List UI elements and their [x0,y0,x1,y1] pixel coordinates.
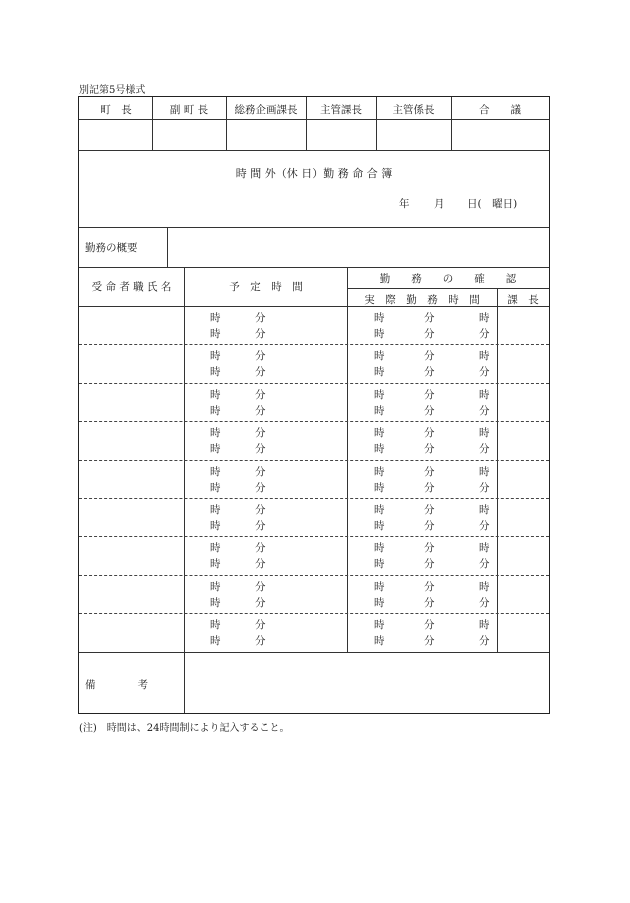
actual-start-hour-unit: 時 [374,427,385,440]
column-header-confirmation: 勤 務 の 確 認 [379,273,517,285]
form-frame [78,96,550,714]
actual-end-hour-unit: 時 [374,443,385,456]
scheduled-start-hour-unit: 時 [210,427,221,440]
date-month: 月 [434,198,445,210]
scheduled-end-hour-unit: 時 [210,443,221,456]
actual-total-minute-unit: 分 [479,328,490,340]
column-header-actual: 実 際 勤 務 時 間 [364,294,480,306]
scheduled-end-hour-unit: 時 [210,328,221,340]
actual-end-minute-unit: 分 [424,558,435,571]
actual-total-minute-unit: 分 [479,520,490,532]
chief-stamp-field[interactable] [498,499,549,535]
actual-start-hour-unit: 時 [374,350,385,363]
actual-end-hour-unit: 時 [374,328,385,340]
actual-total-minute-unit: 分 [479,635,490,648]
actual-total-hour-unit: 時 [479,312,490,324]
scheduled-end-hour-unit: 時 [210,481,221,494]
scheduled-end-minute-unit: 分 [255,635,266,648]
chief-stamp-field[interactable] [498,461,549,497]
chief-stamp-field[interactable] [498,537,549,573]
scheduled-start-hour-unit: 時 [210,619,221,632]
scheduled-start-hour-unit: 時 [210,580,221,593]
scheduled-end-minute-unit: 分 [255,328,266,340]
actual-end-minute-unit: 分 [424,366,435,379]
actual-total-hour-unit: 時 [479,542,490,555]
name-field[interactable] [79,537,183,573]
actual-end-minute-unit: 分 [424,443,435,456]
scheduled-start-hour-unit: 時 [210,388,221,401]
divider [79,150,549,151]
actual-total-hour-unit: 時 [479,580,490,593]
approval-stamp-general-affairs-chief[interactable] [227,120,306,150]
chief-stamp-field[interactable] [498,384,549,420]
actual-end-hour-unit: 時 [374,520,385,532]
approval-stamp-consultation[interactable] [452,120,549,150]
scheduled-end-hour-unit: 時 [210,558,221,571]
chief-stamp-field[interactable] [498,345,549,381]
column-header-name: 受 命 者 職 氏 名 [91,281,172,293]
chief-stamp-field[interactable] [498,576,549,612]
actual-total-hour-unit: 時 [479,504,490,516]
actual-end-hour-unit: 時 [374,404,385,417]
scheduled-end-minute-unit: 分 [255,596,266,609]
scheduled-end-hour-unit: 時 [210,596,221,609]
chief-stamp-field[interactable] [498,422,549,458]
actual-start-minute-unit: 分 [424,619,435,632]
date-day-weekday: 日( 曜日) [467,198,518,210]
approval-stamp-mayor[interactable] [79,120,152,150]
approval-header-mayor: 町 長 [100,104,132,116]
actual-end-hour-unit: 時 [374,596,385,609]
approval-stamp-section-chief[interactable] [377,120,451,150]
actual-total-hour-unit: 時 [479,619,490,632]
approval-header-dept-chief: 主管課長 [320,104,362,116]
actual-end-hour-unit: 時 [374,558,385,571]
actual-total-minute-unit: 分 [479,481,490,494]
scheduled-start-minute-unit: 分 [255,580,266,593]
overview-field[interactable] [168,228,549,267]
scheduled-end-minute-unit: 分 [255,366,266,379]
actual-total-hour-unit: 時 [479,350,490,363]
footnote: (注) 時間は、24時間制により記入すること。 [79,723,290,734]
column-header-scheduled: 予 定 時 間 [229,281,303,293]
scheduled-start-minute-unit: 分 [255,427,266,440]
actual-start-hour-unit: 時 [374,580,385,593]
scheduled-start-minute-unit: 分 [255,542,266,555]
approval-header-deputy-mayor: 副 町 長 [169,104,209,116]
actual-end-hour-unit: 時 [374,481,385,494]
scheduled-start-hour-unit: 時 [210,350,221,363]
actual-end-minute-unit: 分 [424,596,435,609]
scheduled-start-hour-unit: 時 [210,542,221,555]
remarks-label: 備 考 [85,679,148,691]
actual-end-minute-unit: 分 [424,328,435,340]
scheduled-start-minute-unit: 分 [255,504,266,516]
approval-stamp-deputy-mayor[interactable] [153,120,226,150]
scheduled-start-hour-unit: 時 [210,465,221,478]
actual-total-hour-unit: 時 [479,465,490,478]
actual-end-minute-unit: 分 [424,635,435,648]
scheduled-end-hour-unit: 時 [210,366,221,379]
actual-total-hour-unit: 時 [479,427,490,440]
scheduled-end-hour-unit: 時 [210,635,221,648]
actual-end-minute-unit: 分 [424,481,435,494]
divider [347,288,549,289]
approval-header-general-affairs-chief: 総務企画課長 [234,104,298,116]
name-field[interactable] [79,345,183,381]
name-field[interactable] [79,422,183,458]
remarks-field[interactable] [185,653,549,713]
actual-start-minute-unit: 分 [424,504,435,516]
actual-total-minute-unit: 分 [479,558,490,571]
actual-start-minute-unit: 分 [424,312,435,324]
approval-header-section-chief: 主管係長 [392,104,435,116]
chief-stamp-field[interactable] [498,614,549,650]
actual-start-hour-unit: 時 [374,504,385,516]
divider [79,267,549,268]
actual-start-minute-unit: 分 [424,580,435,593]
scheduled-end-minute-unit: 分 [255,558,266,571]
name-field[interactable] [79,384,183,420]
column-header-chief: 課 長 [507,294,539,306]
actual-end-minute-unit: 分 [424,520,435,532]
scheduled-start-minute-unit: 分 [255,312,266,324]
form-label: 別記第5号様式 [79,85,146,96]
scheduled-start-minute-unit: 分 [255,465,266,478]
actual-start-hour-unit: 時 [374,312,385,324]
actual-start-hour-unit: 時 [374,465,385,478]
scheduled-end-minute-unit: 分 [255,481,266,494]
name-field[interactable] [79,307,183,343]
scheduled-start-minute-unit: 分 [255,619,266,632]
actual-end-hour-unit: 時 [374,366,385,379]
name-field[interactable] [79,614,183,650]
scheduled-end-minute-unit: 分 [255,520,266,532]
approval-header-consultation: 合 議 [479,104,521,116]
overview-label: 勤務の概要 [85,242,138,254]
scheduled-start-hour-unit: 時 [210,504,221,516]
name-field[interactable] [79,576,183,612]
actual-total-minute-unit: 分 [479,366,490,379]
scheduled-start-minute-unit: 分 [255,350,266,363]
actual-start-minute-unit: 分 [424,427,435,440]
actual-start-hour-unit: 時 [374,619,385,632]
actual-total-minute-unit: 分 [479,443,490,456]
actual-end-minute-unit: 分 [424,404,435,417]
scheduled-start-minute-unit: 分 [255,388,266,401]
approval-stamp-dept-chief[interactable] [307,120,376,150]
actual-total-hour-unit: 時 [479,388,490,401]
scheduled-end-minute-unit: 分 [255,443,266,456]
divider [184,267,185,713]
actual-total-minute-unit: 分 [479,596,490,609]
scheduled-end-hour-unit: 時 [210,404,221,417]
scheduled-end-minute-unit: 分 [255,404,266,417]
actual-start-hour-unit: 時 [374,542,385,555]
actual-start-minute-unit: 分 [424,350,435,363]
date-year: 年 [399,198,410,210]
actual-end-hour-unit: 時 [374,635,385,648]
actual-start-minute-unit: 分 [424,388,435,401]
scheduled-end-hour-unit: 時 [210,520,221,532]
actual-start-minute-unit: 分 [424,465,435,478]
name-field[interactable] [79,461,183,497]
name-field[interactable] [79,499,183,535]
actual-start-minute-unit: 分 [424,542,435,555]
actual-start-hour-unit: 時 [374,388,385,401]
actual-total-minute-unit: 分 [479,404,490,417]
form-title: 時 間 外（休 日）勤 務 命 合 簿 [235,167,393,180]
chief-stamp-field[interactable] [498,307,549,343]
scheduled-start-hour-unit: 時 [210,312,221,324]
